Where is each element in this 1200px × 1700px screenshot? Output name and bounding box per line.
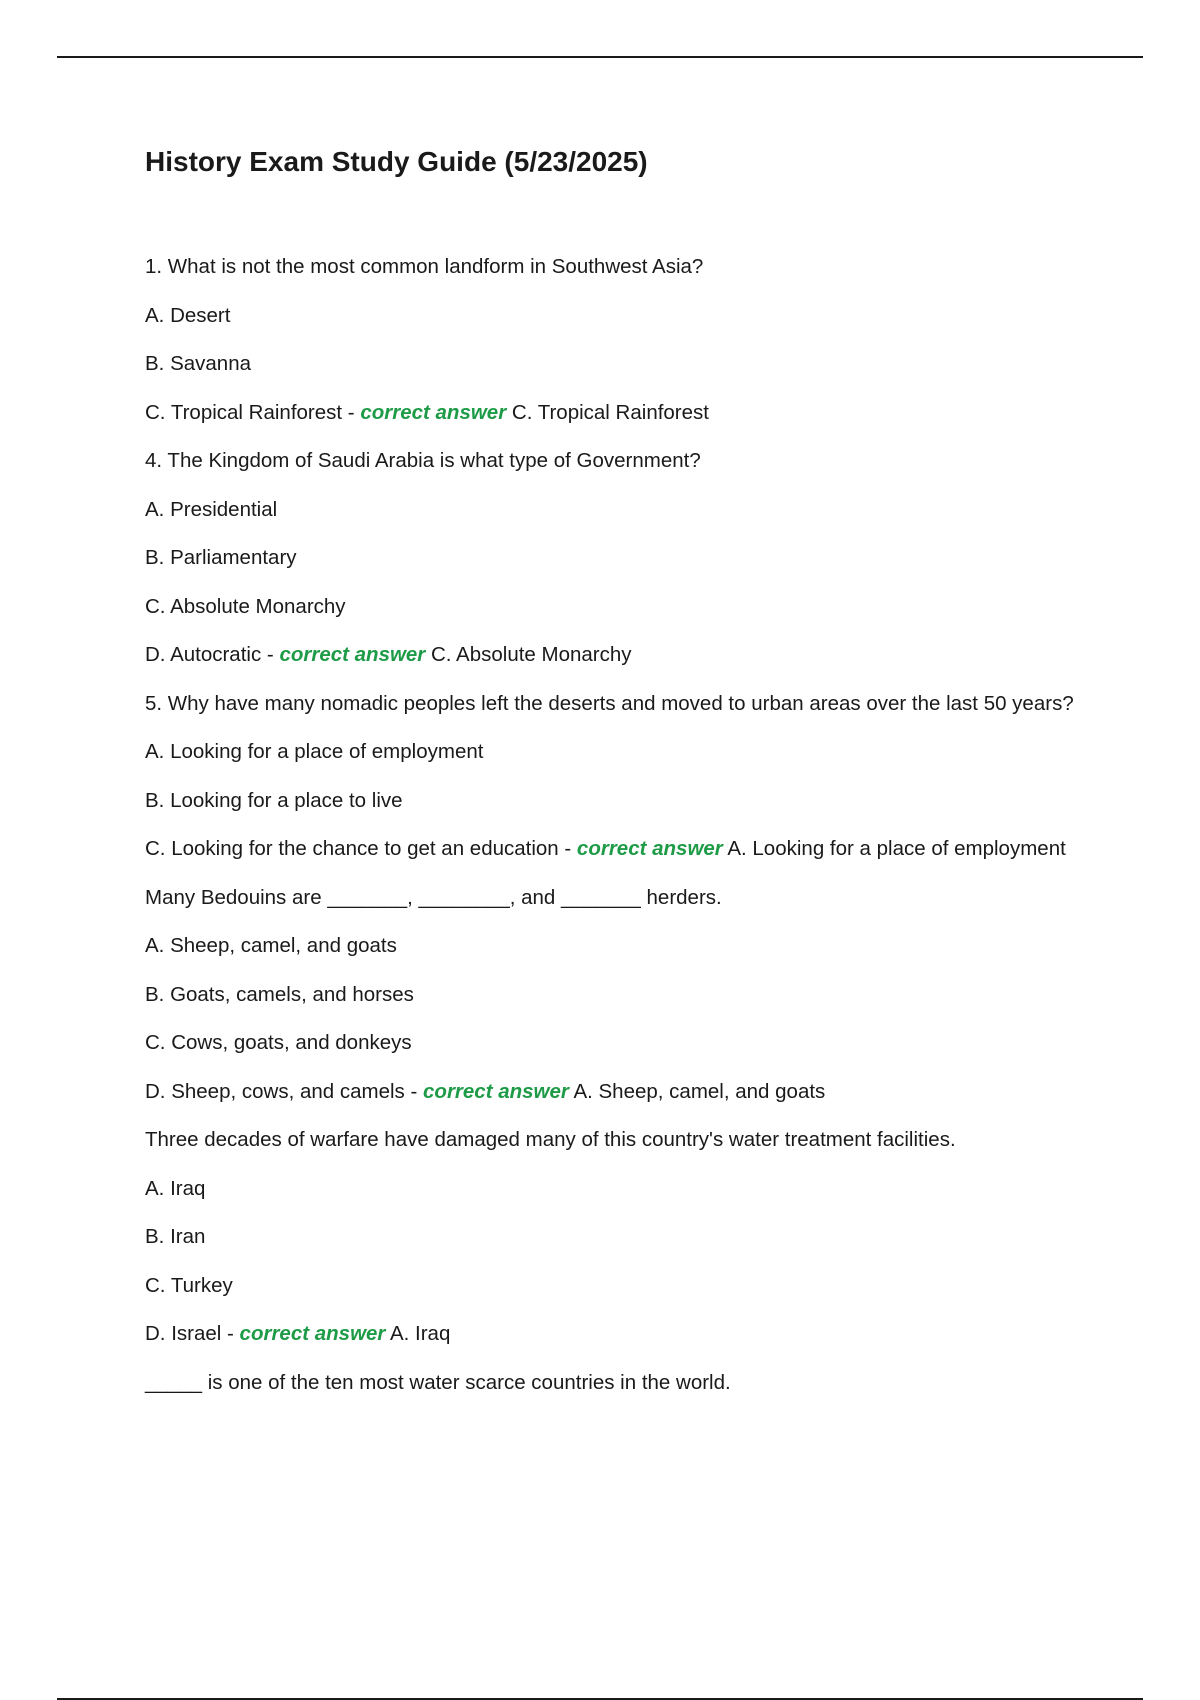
line-text: 1. What is not the most common landform in Southwest Asia? — [145, 255, 704, 278]
line-text: C. Cows, goats, and donkeys — [145, 1031, 412, 1054]
correct-answer-label: correct answer — [360, 400, 507, 424]
question-line — [145, 1367, 1085, 1399]
page-title: History Exam Study Guide (5/23/2025) — [145, 146, 648, 177]
line-text: B. Savanna — [145, 352, 251, 375]
question-line — [145, 300, 1085, 332]
line-text: Three decades of warfare have damaged many of this country's water treatment facilities. — [145, 1128, 956, 1151]
line-text: B. Goats, camels, and horses — [145, 982, 414, 1006]
question-line — [145, 1173, 1085, 1205]
line-text: 5. Why have many nomadic peoples left the deserts and moved to urban areas over the last 50 years? — [145, 691, 1074, 715]
line-text: C. Turkey — [145, 1273, 233, 1297]
question-line — [145, 348, 1085, 380]
question-line — [145, 736, 1085, 768]
question-line — [145, 591, 1085, 623]
line-text: B. Parliamentary — [145, 546, 297, 569]
question-list — [145, 251, 1085, 1415]
answer-line — [145, 1076, 1085, 1108]
question-line — [145, 1270, 1085, 1302]
line-text: D. Israel - — [145, 1322, 240, 1345]
question-line — [145, 882, 1085, 914]
line-text: Many Bedouins are _______, ________, and _______ herders. — [145, 885, 722, 909]
line-text: C. Tropical Rainforest - — [145, 400, 361, 424]
line-text: D. Autocratic - — [145, 643, 280, 666]
answer-line — [145, 833, 1085, 865]
question-line — [145, 1221, 1085, 1253]
answer-line — [145, 1318, 1085, 1350]
question-line — [145, 785, 1085, 817]
answer-value: C. Tropical Rainforest — [506, 400, 709, 424]
question-line — [145, 251, 1085, 283]
correct-answer-label: correct answer — [423, 1079, 569, 1103]
line-text: B. Looking for a place to live — [145, 788, 403, 812]
question-line — [145, 1027, 1085, 1059]
question-line — [145, 494, 1085, 526]
line-text: 4. The Kingdom of Saudi Arabia is what type of Government? — [145, 449, 701, 472]
line-text: B. Iran — [145, 1225, 206, 1248]
line-text: A. Presidential — [145, 497, 278, 521]
question-line — [145, 445, 1085, 477]
answer-line — [145, 397, 1085, 429]
line-text: A. Iraq — [145, 1176, 206, 1200]
question-line — [145, 688, 1085, 720]
question-line — [145, 1124, 1085, 1156]
answer-value: C. Absolute Monarchy — [425, 643, 632, 666]
line-text: A. Looking for a place of employment — [145, 740, 484, 763]
correct-answer-label: correct answer — [279, 643, 426, 666]
question-line — [145, 542, 1085, 574]
correct-answer-label: correct answer — [576, 837, 723, 860]
question-line — [145, 930, 1085, 962]
line-text: C. Looking for the chance to get an education - — [145, 837, 577, 860]
answer-line — [145, 639, 1085, 671]
answer-value: A. Sheep, camel, and goats — [568, 1079, 826, 1103]
question-line — [145, 979, 1085, 1011]
line-text: A. Desert — [145, 303, 231, 327]
correct-answer-label: correct answer — [239, 1322, 386, 1345]
line-text: _____ is one of the ten most water scarce countries in the world. — [145, 1370, 731, 1394]
answer-value: A. Looking for a place of employment — [722, 837, 1066, 860]
line-text: C. Absolute Monarchy — [145, 594, 346, 618]
line-text: A. Sheep, camel, and goats — [145, 934, 397, 957]
top-divider — [57, 56, 1143, 58]
answer-value: A. Iraq — [385, 1322, 451, 1345]
line-text: D. Sheep, cows, and camels - — [145, 1079, 424, 1103]
